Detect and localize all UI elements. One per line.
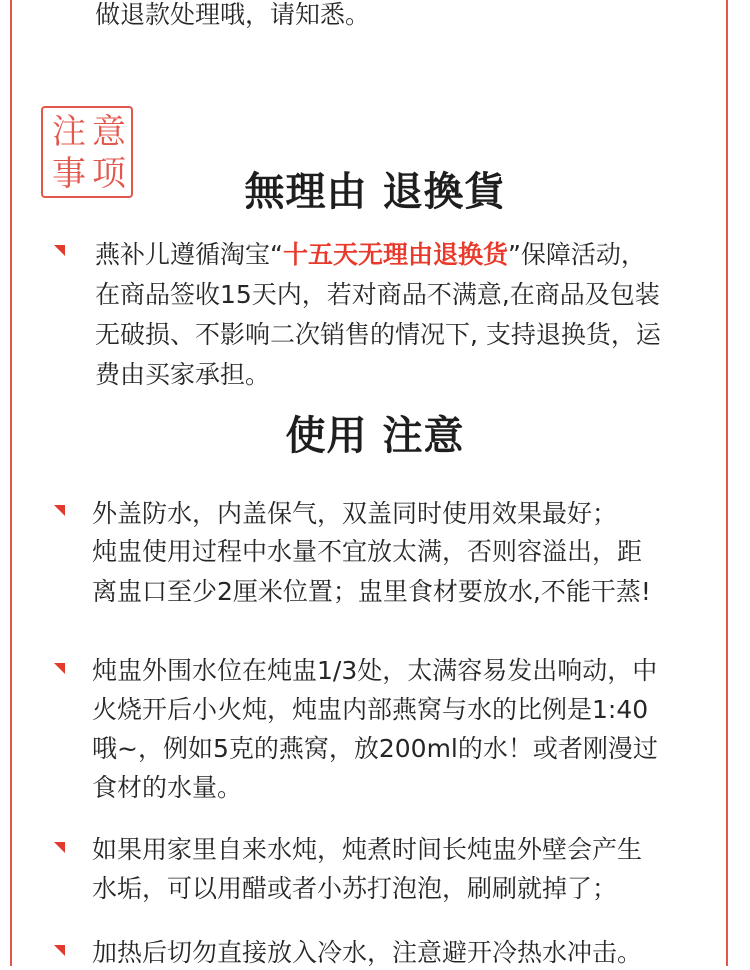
return-line1-suffix: ”保障活动， xyxy=(507,240,646,269)
bullet-triangle-icon xyxy=(54,505,65,516)
usage-item-2-line-2: 火烧开后小火炖，炖盅内部燕窝与水的比例是1:40 xyxy=(92,695,649,724)
usage-item-1-line-1: 外盖防水，内盖保气，双盖同时使用效果最好； xyxy=(92,499,618,528)
stamp-char: 项 xyxy=(92,154,126,194)
return-policy-heading: 無理由 退換貨 xyxy=(244,169,506,215)
usage-item-2-line-4: 食材的水量。 xyxy=(92,773,243,802)
usage-item-3-line-2: 水垢，可以用醋或者小苏打泡泡，刷刷就掉了； xyxy=(92,874,618,903)
usage-item-1-line-2: 炖盅使用过程中水量不宜放太满，否则容溢出，距 xyxy=(92,537,643,566)
stamp-char: 事 xyxy=(52,154,86,194)
usage-notes-heading: 使用 注意 xyxy=(285,413,465,459)
return-policy-line-4: 费由买家承担。 xyxy=(95,360,271,389)
bullet-triangle-icon xyxy=(54,842,65,853)
return-policy-line-1 xyxy=(95,238,646,272)
stamp-char: 注 xyxy=(52,112,86,152)
usage-item-3-line-1: 如果用家里自来水炖，炖煮时间长炖盅外壁会产生 xyxy=(92,835,643,864)
return-policy-line-3: 无破损、不影响二次销售的情况下, 支持退换货，运 xyxy=(95,320,661,349)
return-policy-line-2: 在商品签收15天内，若对商品不满意,在商品及包装 xyxy=(95,280,660,309)
bullet-triangle-icon xyxy=(54,945,65,956)
usage-item-1-line-3: 离盅口至少2厘米位置；盅里食材要放水,不能干蒸! xyxy=(92,577,651,606)
bullet-triangle-icon xyxy=(54,663,65,674)
usage-item-4-line-1: 加热后切勿直接放入冷水，注意避开冷热水冲击。 xyxy=(92,938,643,967)
bullet-triangle-icon xyxy=(54,245,65,256)
usage-item-2-line-3: 哦~，例如5克的燕窝，放200ml的水！或者刚漫过 xyxy=(92,734,658,763)
top-text-line: 做退款处理哦，请知悉。 xyxy=(95,0,371,29)
return-line1-prefix: 燕补儿遵循淘宝“ xyxy=(95,240,283,269)
usage-item-2-line-1: 炖盅外围水位在炖盅1/3处，太满容易发出响动，中 xyxy=(92,656,658,685)
return-line1-highlight: 十五天无理由退换货 xyxy=(282,240,508,269)
stamp-char: 意 xyxy=(92,112,126,152)
